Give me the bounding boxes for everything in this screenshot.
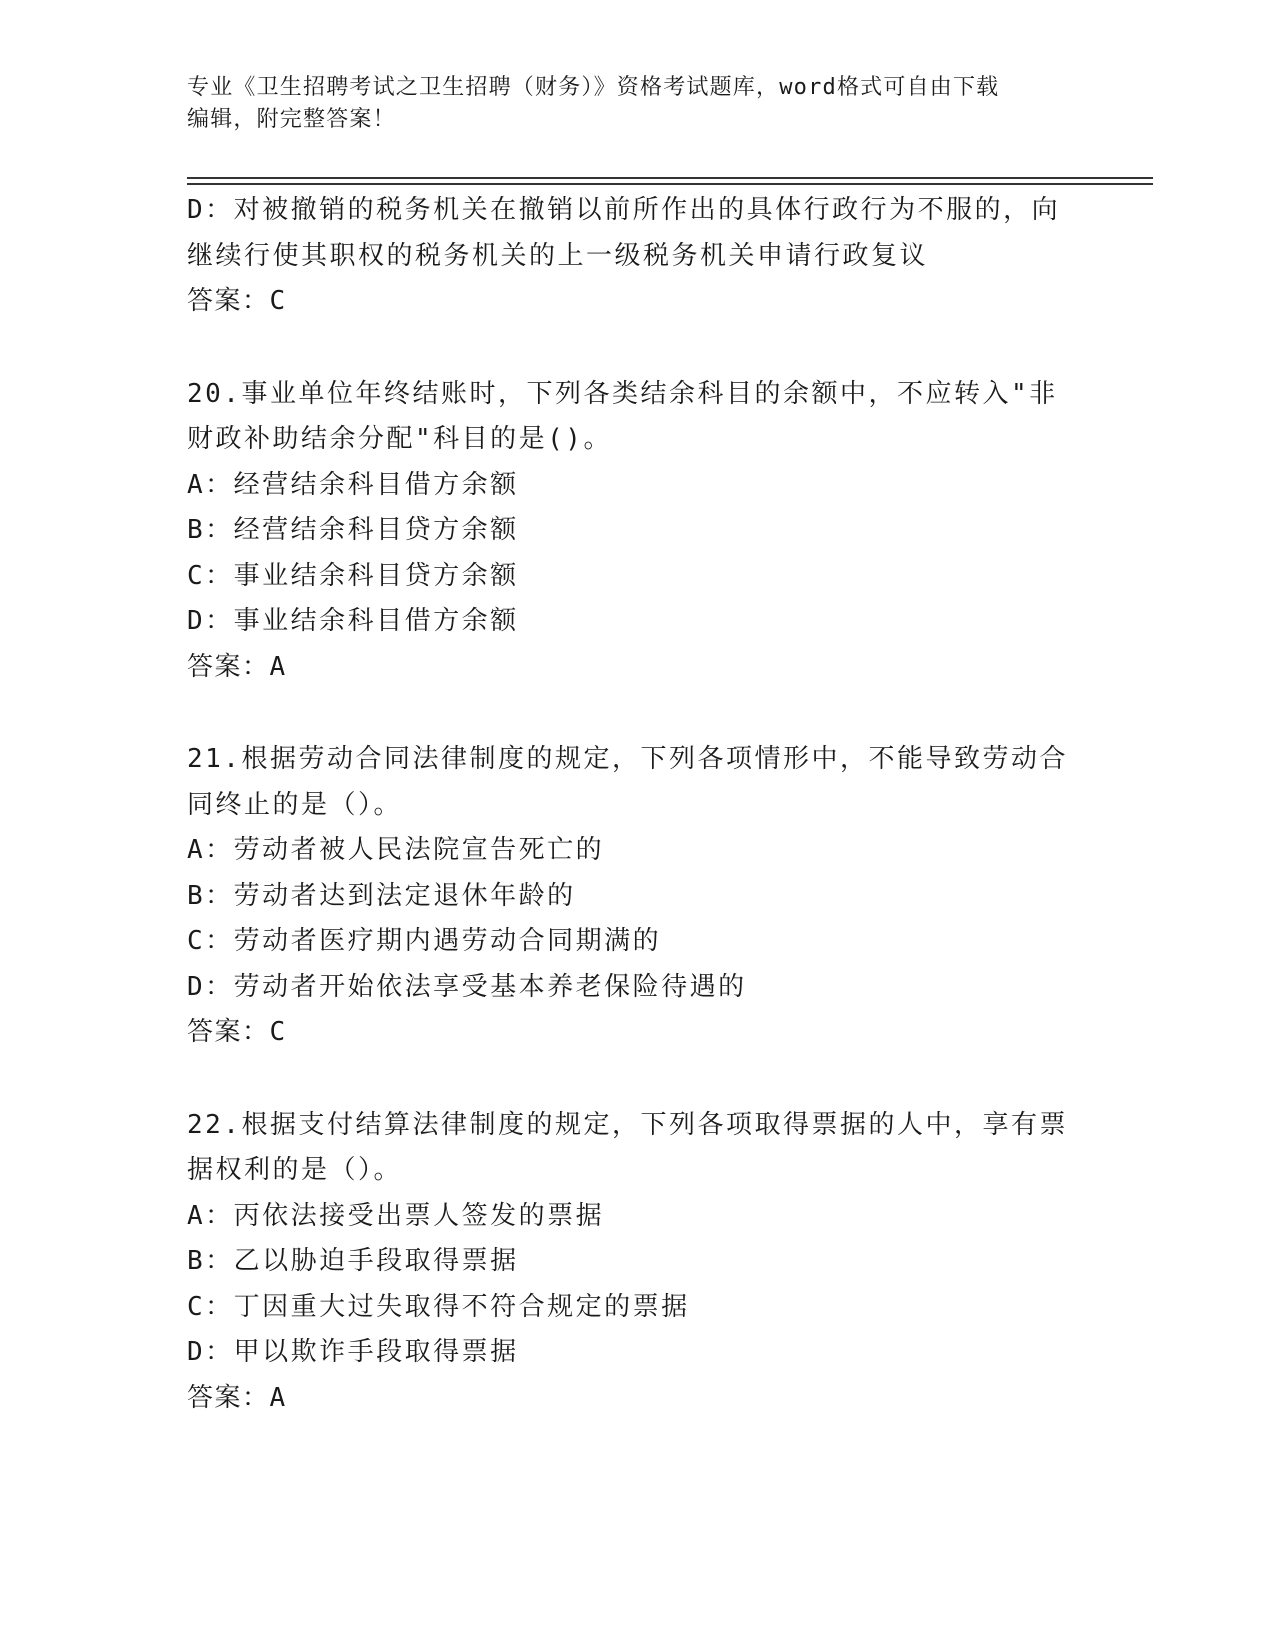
answer-value: C [269, 1017, 287, 1047]
document-header [187, 72, 1067, 136]
answer-label: 答案： [187, 1017, 270, 1047]
question-stem-line-2: 据权利的是（）。 [187, 1155, 403, 1185]
option-b: B：乙以胁迫手段取得票据 [187, 1246, 519, 1276]
answer-label: 答案： [187, 1382, 270, 1413]
option-a: A：劳动者被人民法院宣告死亡的 [187, 835, 605, 865]
answer-value: A [269, 651, 287, 682]
option-c: C：丁因重大过失取得不符合规定的票据 [187, 1291, 690, 1322]
header-divider-top [187, 177, 1153, 179]
option-d-line-1: D：对被撤销的税务机关在撤销以前所作出的具体行政行为不服的，向 [187, 195, 1061, 225]
answer-value: C [269, 286, 287, 316]
option-b: B：经营结余科目贷方余额 [187, 515, 519, 545]
answer-line [187, 279, 1077, 325]
answer-line [187, 1010, 1077, 1056]
header-divider-bottom [187, 183, 1153, 185]
question-21 [187, 737, 1077, 1056]
option-d: D：劳动者开始依法享受基本养老保险待遇的 [187, 971, 747, 1002]
answer-label: 答案： [187, 651, 270, 682]
previous-question-tail [187, 188, 1077, 325]
answer-line [187, 645, 1077, 691]
question-stem-line-2: 财政补助结余分配"科目的是()。 [187, 424, 612, 454]
option-d: D：甲以欺诈手段取得票据 [187, 1337, 519, 1367]
question-22 [187, 1103, 1077, 1422]
option-a: A：丙依法接受出票人签发的票据 [187, 1200, 605, 1231]
option-d-line-2: 继续行使其职权的税务机关的上一级税务机关申请行政复议 [187, 240, 929, 271]
answer-label: 答案： [187, 286, 270, 316]
question-20 [187, 372, 1077, 691]
option-c: C：事业结余科目贷方余额 [187, 560, 519, 591]
spacer [187, 1056, 1077, 1103]
spacer [187, 690, 1077, 737]
option-b: B：劳动者达到法定退休年龄的 [187, 880, 576, 911]
option-d: D：事业结余科目借方余额 [187, 606, 519, 636]
answer-value: A [269, 1382, 287, 1413]
option-c: C：劳动者医疗期内遇劳动合同期满的 [187, 926, 662, 956]
answer-line [187, 1376, 1077, 1422]
option-a: A：经营结余科目借方余额 [187, 469, 519, 500]
spacer [187, 325, 1077, 372]
question-stem-line-2: 同终止的是（）。 [187, 789, 403, 820]
question-list [187, 188, 1077, 1421]
question-stem-line-1: 22.根据支付结算法律制度的规定，下列各项取得票据的人中，享有票 [187, 1109, 1068, 1140]
header-line-2: 编辑，附完整答案！ [187, 107, 396, 132]
question-stem-line-1: 20.事业单位年终结账时，下列各类结余科目的余额中，不应转入"非 [187, 378, 1058, 409]
question-stem-line-1: 21.根据劳动合同法律制度的规定，下列各项情形中，不能导致劳动合 [187, 744, 1068, 774]
header-line-1: 专业《卫生招聘考试之卫生招聘（财务）》资格考试题库，word格式可自由下载 [187, 75, 1000, 100]
